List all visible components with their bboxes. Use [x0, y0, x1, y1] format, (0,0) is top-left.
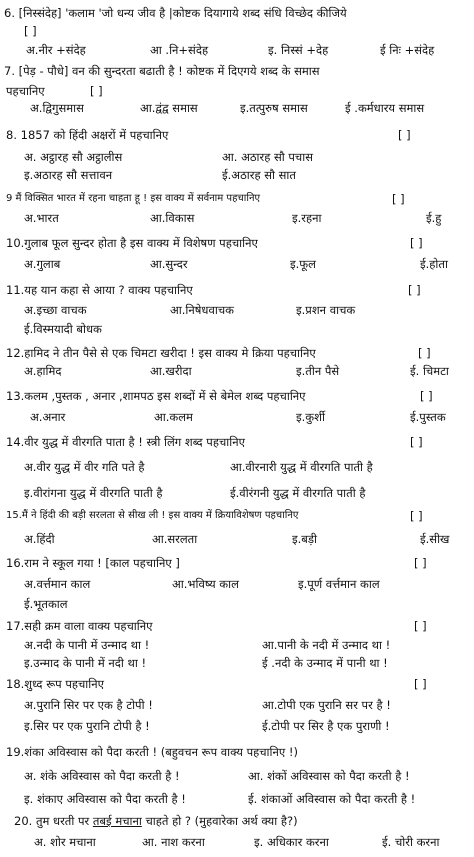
q8-option-d: ई.अठारह सौ सात — [222, 168, 296, 182]
question-7: 7. [पेड़ - पौधे] वन की सुन्दरता बढाती है ! कोष्टक में दिएगये शब्द के समास — [4, 64, 320, 78]
q17-option-c: इ.उन्माद के पानी में नदी था ! — [24, 656, 147, 670]
q19-option-a: अ. शंके अविस्वास को पैदा करती है ! — [24, 769, 180, 783]
q10-option-a: अ.गुलाब — [24, 257, 61, 271]
question-7-cont: पहचानिए — [6, 84, 45, 98]
q14-option-b: आ.वीरनारी युद्ध में वीरगति पाती है — [230, 460, 373, 474]
question-19: 19.शंका अविस्वास को पैदा करती ! (बहुवचन रूप वाक्य पहचानिए !) — [6, 745, 298, 759]
question-13: 13.कलम ,पुस्तक , अनार ,शामपठ इस शब्दों में से बेमेल शब्द पहचानिए — [6, 389, 306, 403]
q16-option-d: ई.भूतकाल — [24, 597, 68, 611]
q11-option-d: ई.विस्मयादी बोधक — [24, 322, 102, 336]
q14-option-d: ई.वीरंगनी युद्ध में वीरगति पाती है — [230, 486, 366, 500]
q19-option-c: इ. शंकाए अविस्वास को पैदा करती है ! — [24, 792, 186, 806]
q7-option-a: अ.द्विगुसमास — [30, 101, 84, 115]
question-9: 9 मैं विक्सित भारत में रहना चाहता हू ! इस वाक्य में सर्वनाम पहचानिए — [6, 193, 261, 204]
q8-option-a: अ. अट्ठारह सौ अट्ठालीस — [24, 150, 123, 164]
question-12: 12.हामिद ने तीन पैसे से एक चिमटा खरीदा ! इस वाक्य मे क्रिया पहचानिए — [6, 346, 316, 360]
q15-option-d: ई.सीख — [420, 532, 450, 546]
question-11: 11.यह यान कहा से आया ? वाक्य पहचानिए — [6, 283, 193, 297]
q16-option-c: इ.पूर्ण वर्त्तमान काल — [298, 577, 380, 591]
q20-option-a: अ. शोर मचाना — [34, 835, 96, 849]
q20-option-d: ई. चोरी करना — [382, 835, 440, 849]
q14-option-a: अ.वीर युद्ध में वीर गति पते है — [24, 460, 145, 474]
question-17: 17.सही क्रम वाला वाक्य पहचानिए — [6, 619, 153, 633]
q13-option-a: अ.अनार — [30, 410, 66, 424]
q13-option-b: आ.कलम — [154, 410, 193, 424]
q10-option-d: ई.होता — [420, 257, 448, 271]
q15-option-a: अ.हिंदी — [24, 532, 55, 546]
q8-option-c: इ.अठारह सौ सत्तावन — [24, 168, 113, 182]
answer-bracket-13: [ ] — [420, 389, 433, 403]
question-6: 6. [निस्संदेह] 'कलाम 'जो धन्य जीव है |कोष्टक दियागाये शब्द संधि विच्छेद कीजिये — [4, 6, 347, 20]
q10-option-b: आ.सुन्दर — [150, 257, 188, 271]
q12-option-b: आ.खरीदा — [150, 364, 192, 378]
question-16: 16.राम ने स्कूल गया ! [काल पहचानिए ] — [6, 556, 180, 570]
q16-option-a: अ.वर्त्तमान काल — [24, 577, 91, 591]
q7-option-b: आ.द्वंद्व समास — [140, 101, 198, 115]
q6-option-b: आ .नि+संदेह — [150, 43, 209, 57]
answer-bracket-7: [ ] — [90, 84, 103, 98]
q19-option-b: आ. शंकों अविस्वास को पैदा करती है ! — [248, 769, 410, 783]
q7-option-c: इ.तत्पुरुष समास — [240, 101, 308, 115]
answer-bracket-17: [ ] — [414, 619, 427, 633]
q14-option-c: इ.वीरांगना युद्ध में वीरगति पाती है — [24, 486, 163, 500]
answer-bracket-9: [ ] — [392, 192, 405, 206]
q9-option-a: अ.भारत — [24, 211, 59, 225]
q18-option-d: ई.टोपी पर सिर है एक पुराणी ! — [262, 719, 390, 733]
q19-option-d: ई. शंकाओं अविस्वास को पैदा करती है ! — [248, 792, 416, 806]
answer-bracket-14: [ ] — [410, 435, 423, 449]
q15-option-c: इ.बड़ी — [292, 532, 317, 546]
answer-bracket-8: [ ] — [398, 128, 411, 142]
q11-option-b: आ.निषेधवाचक — [170, 303, 234, 317]
q13-option-d: ई.पुस्तक — [410, 410, 446, 424]
question-18: 18.शुध्द रूप पहचानिए — [6, 677, 104, 691]
q12-option-a: अ.हामिद — [24, 364, 62, 378]
q18-option-c: इ.सिर पर एक पुरानि टोपी है ! — [24, 719, 150, 733]
q12-option-d: ई. चिमटा — [410, 364, 449, 378]
question-20-idiom: तबई मचाना — [92, 814, 142, 828]
question-20-post: चाहते हो ? (मुहवारेका अर्थ क्या है?) — [141, 814, 298, 828]
question-20 — [14, 814, 298, 828]
question-14: 14.वीर युद्ध में वीरगति पाता है ! स्त्री लिंग शब्द पहचानिए — [6, 435, 245, 449]
q12-option-c: इ.तीन पैसे — [296, 364, 340, 378]
q7-option-d: ई .कर्मधारय समास — [345, 101, 425, 115]
q9-option-c: इ.रहना — [292, 211, 322, 225]
question-8: 8. 1857 को हिंदी अक्षरों में पहचानिए — [6, 128, 169, 142]
q11-option-c: इ.प्रशन वाचक — [296, 303, 356, 317]
q6-option-a: अ.नीर +संदेह — [26, 43, 86, 57]
answer-bracket-15: [ ] — [410, 509, 423, 523]
answer-bracket-12: [ ] — [418, 346, 431, 360]
q6-option-d: ई निः +संदेह — [380, 43, 435, 57]
q8-option-b: आ. अठारह सौ पचास — [222, 150, 313, 164]
answer-bracket-16: [ ] — [414, 556, 427, 570]
answer-bracket-11: [ ] — [408, 283, 421, 297]
q10-option-c: इ.फूल — [290, 257, 316, 271]
q18-option-b: आ.टोपी एक पुरानि सर पर है ! — [262, 698, 391, 712]
question-15: 15.मैं ने हिंदी की बड़ी सरलता से सीख ली ! इस वाक्य में क्रियाविशेषण पहचानिए — [6, 510, 299, 521]
q17-option-b: आ.पानी के नदी में उन्माद था ! — [262, 638, 391, 652]
q20-option-c: इ. अधिकार करना — [254, 835, 329, 849]
q20-option-b: आ. नाश करना — [142, 835, 205, 849]
answer-bracket-18: [ ] — [414, 677, 427, 691]
answer-bracket-6: [ ] — [24, 24, 37, 38]
q16-option-b: आ.भविष्य काल — [172, 577, 239, 591]
question-20-pre: 20. तुम धरती पर — [14, 814, 93, 828]
answer-bracket-10: [ ] — [410, 236, 423, 250]
q17-option-d: ई .नदी के उन्माद में पानी था ! — [262, 656, 388, 670]
q11-option-a: अ.इच्छा वाचक — [24, 303, 87, 317]
q6-option-c: इ. निस्सं +देह — [268, 43, 329, 57]
q17-option-a: अ.नदी के पानी में उन्माद था ! — [24, 638, 150, 652]
q18-option-a: अ.पुरानि सिर पर एक है टोपी ! — [24, 698, 153, 712]
q13-option-c: इ.कुर्शी — [296, 410, 325, 424]
q9-option-b: आ.विकास — [150, 211, 195, 225]
question-10: 10.गुलाब फूल सुन्दर होता है इस वाक्य में विशेषण पहचानिए — [6, 236, 258, 250]
q15-option-b: आ.सरलता — [152, 532, 198, 546]
q9-option-d: ई.हु — [426, 211, 442, 225]
